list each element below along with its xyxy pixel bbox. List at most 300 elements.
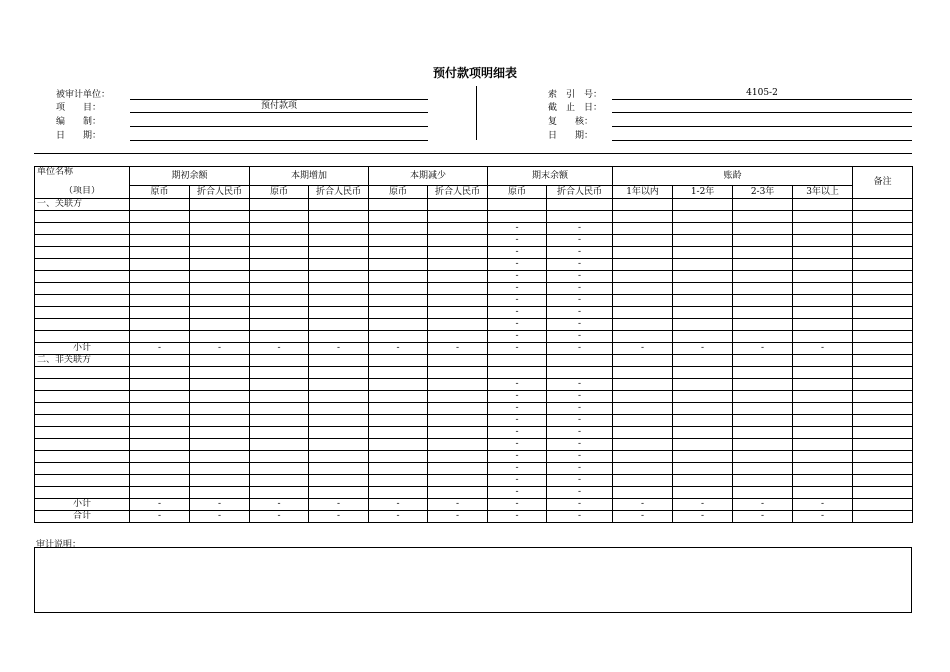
table-cell	[369, 487, 428, 499]
table-cell	[733, 247, 793, 259]
dash-cell: -	[428, 499, 488, 511]
table-row	[35, 403, 913, 415]
table-cell	[250, 487, 309, 499]
table-cell	[673, 223, 733, 235]
audit-notes-label: 审计说明：	[36, 540, 82, 550]
table-row	[35, 439, 913, 451]
group-header-increase: 本期增加	[250, 167, 369, 186]
table-cell	[673, 439, 733, 451]
table-cell	[613, 235, 673, 247]
table-cell	[369, 235, 428, 247]
table-cell	[428, 427, 488, 439]
table-cell	[733, 451, 793, 463]
table-cell	[673, 283, 733, 295]
table-cell	[793, 223, 853, 235]
table-cell	[733, 295, 793, 307]
item-cell	[35, 331, 130, 343]
table-cell	[733, 415, 793, 427]
dash-cell: -	[488, 427, 547, 439]
table-cell	[369, 319, 428, 331]
dash-cell: -	[488, 307, 547, 319]
table-cell	[853, 307, 913, 319]
table-cell	[853, 355, 913, 367]
subcol-header: 折合人民币	[190, 186, 250, 199]
table-cell	[309, 403, 369, 415]
item-header: （项目）	[35, 186, 130, 199]
table-cell	[190, 451, 250, 463]
item-cell	[35, 403, 130, 415]
table-cell	[853, 367, 913, 379]
table-cell	[130, 391, 190, 403]
table-cell	[793, 199, 853, 211]
table-cell	[613, 379, 673, 391]
table-row	[35, 247, 913, 259]
table-cell	[190, 247, 250, 259]
subcol-header: 1年以内	[613, 186, 673, 199]
table-cell	[853, 295, 913, 307]
table-cell	[793, 427, 853, 439]
table-cell	[369, 295, 428, 307]
table-cell	[733, 283, 793, 295]
dash-cell: -	[488, 331, 547, 343]
table-cell	[130, 271, 190, 283]
project-label: 项 目：	[56, 103, 102, 113]
table-cell	[369, 475, 428, 487]
table-cell	[130, 475, 190, 487]
table-cell	[613, 271, 673, 283]
table-cell	[613, 223, 673, 235]
table-cell	[673, 235, 733, 247]
dash-cell: -	[190, 511, 250, 523]
table-cell	[673, 199, 733, 211]
dash-cell: -	[488, 463, 547, 475]
table-cell	[428, 295, 488, 307]
table-cell	[190, 211, 250, 223]
table-cell	[853, 451, 913, 463]
table-cell	[130, 259, 190, 271]
dash-cell: -	[547, 499, 613, 511]
table-cell	[130, 331, 190, 343]
dash-cell: -	[673, 343, 733, 355]
index-no-label: 索 引 号：	[548, 90, 603, 100]
table-cell	[853, 427, 913, 439]
item-cell	[35, 211, 130, 223]
table-cell	[130, 379, 190, 391]
item-cell	[35, 283, 130, 295]
table-row	[35, 475, 913, 487]
dash-cell: -	[369, 499, 428, 511]
table-cell	[190, 199, 250, 211]
table-cell	[369, 247, 428, 259]
subcol-header: 原币	[250, 186, 309, 199]
subcol-header: 2-3年	[733, 186, 793, 199]
table-cell	[733, 379, 793, 391]
dash-cell: -	[793, 499, 853, 511]
table-cell	[309, 439, 369, 451]
table-cell	[613, 319, 673, 331]
table-cell	[130, 319, 190, 331]
table-cell	[733, 259, 793, 271]
table-cell	[793, 319, 853, 331]
table-cell	[190, 403, 250, 415]
table-cell	[309, 463, 369, 475]
table-cell	[369, 199, 428, 211]
table-cell	[309, 307, 369, 319]
table-cell	[547, 367, 613, 379]
dash-cell: -	[547, 403, 613, 415]
dash-cell: -	[547, 415, 613, 427]
table-cell	[673, 295, 733, 307]
table-cell	[793, 259, 853, 271]
table-cell	[190, 307, 250, 319]
table-cell	[369, 379, 428, 391]
header-cutoff	[548, 100, 912, 114]
table-cell	[547, 355, 613, 367]
table-cell	[190, 379, 250, 391]
table-cell	[733, 427, 793, 439]
table-cell	[673, 427, 733, 439]
table-cell	[130, 463, 190, 475]
table-cell	[793, 487, 853, 499]
table-cell	[793, 331, 853, 343]
table-cell	[130, 307, 190, 319]
table-cell	[613, 451, 673, 463]
table-cell	[613, 487, 673, 499]
table-cell	[309, 271, 369, 283]
dash-cell: -	[547, 463, 613, 475]
subcol-header: 折合人民币	[428, 186, 488, 199]
dash-cell: -	[673, 511, 733, 523]
table-cell	[793, 355, 853, 367]
table-cell	[250, 475, 309, 487]
table-cell	[673, 451, 733, 463]
table-cell	[309, 319, 369, 331]
table-cell	[428, 379, 488, 391]
table-cell	[250, 247, 309, 259]
report-title: 预付款项明细表	[432, 66, 517, 80]
audit-notes-box[interactable]	[34, 547, 912, 613]
dash-cell: -	[488, 283, 547, 295]
table-cell	[673, 379, 733, 391]
dash-cell: -	[190, 499, 250, 511]
table-cell	[673, 403, 733, 415]
dash-cell: -	[547, 271, 613, 283]
dash-cell: -	[488, 451, 547, 463]
table-cell	[613, 391, 673, 403]
header-date-left	[56, 128, 428, 142]
subcol-header: 折合人民币	[547, 186, 613, 199]
table-cell	[673, 307, 733, 319]
table-cell	[309, 295, 369, 307]
section-row	[35, 355, 913, 367]
table-cell	[733, 367, 793, 379]
group-header-decrease: 本期减少	[369, 167, 488, 186]
item-cell	[35, 223, 130, 235]
dash-cell: -	[547, 451, 613, 463]
table-row	[35, 331, 913, 343]
table-cell	[250, 331, 309, 343]
table-cell	[733, 199, 793, 211]
detail-table	[34, 166, 913, 523]
table-cell	[190, 283, 250, 295]
table-cell	[613, 295, 673, 307]
table-cell	[190, 439, 250, 451]
dash-cell: -	[547, 247, 613, 259]
table-cell	[190, 415, 250, 427]
table-cell	[793, 271, 853, 283]
table-cell	[190, 319, 250, 331]
dash-cell: -	[488, 391, 547, 403]
dash-cell: -	[488, 319, 547, 331]
dash-cell: -	[547, 259, 613, 271]
table-cell	[793, 295, 853, 307]
dash-cell: -	[547, 427, 613, 439]
table-cell	[428, 331, 488, 343]
table-cell	[853, 511, 913, 523]
subtotal-row-label: 小计	[35, 499, 130, 511]
table-cell	[613, 439, 673, 451]
group-header-aging: 账龄	[613, 167, 853, 186]
table-cell	[733, 307, 793, 319]
subcol-header: 3年以上	[793, 186, 853, 199]
dash-cell: -	[733, 343, 793, 355]
table-cell	[369, 367, 428, 379]
table-cell	[853, 343, 913, 355]
table-cell	[250, 403, 309, 415]
table-cell	[130, 355, 190, 367]
table-cell	[309, 235, 369, 247]
subtotal-row-label: 小计	[35, 343, 130, 355]
dash-cell: -	[309, 343, 369, 355]
dash-cell: -	[369, 343, 428, 355]
dash-cell: -	[547, 331, 613, 343]
table-cell	[733, 319, 793, 331]
table-cell	[428, 439, 488, 451]
table-cell	[853, 499, 913, 511]
header-index-no	[548, 87, 912, 101]
dash-cell: -	[547, 343, 613, 355]
table-row	[35, 283, 913, 295]
table-cell	[250, 271, 309, 283]
table-cell	[309, 487, 369, 499]
cutoff-field[interactable]	[612, 100, 912, 113]
table-cell	[853, 487, 913, 499]
table-cell	[613, 475, 673, 487]
dash-cell: -	[488, 271, 547, 283]
header-reviewer	[548, 114, 912, 128]
dash-cell: -	[547, 295, 613, 307]
table-cell	[853, 319, 913, 331]
dash-cell: -	[488, 487, 547, 499]
dash-cell: -	[488, 259, 547, 271]
subcol-header: 1-2年	[673, 186, 733, 199]
table-cell	[428, 403, 488, 415]
item-cell	[35, 295, 130, 307]
table-cell	[428, 391, 488, 403]
item-cell	[35, 367, 130, 379]
date-left-field[interactable]	[130, 128, 428, 141]
index-no-field[interactable]: 4105-2	[612, 87, 912, 100]
table-cell	[369, 211, 428, 223]
table-cell	[613, 463, 673, 475]
table-cell	[250, 379, 309, 391]
table-cell	[309, 211, 369, 223]
table-cell	[673, 319, 733, 331]
table-cell	[673, 475, 733, 487]
table-cell	[428, 211, 488, 223]
reviewer-label: 复 核：	[548, 117, 594, 127]
table-row	[35, 391, 913, 403]
table-cell	[250, 235, 309, 247]
table-cell	[369, 283, 428, 295]
table-cell	[853, 415, 913, 427]
table-cell	[793, 391, 853, 403]
table-cell	[733, 475, 793, 487]
table-cell	[793, 463, 853, 475]
dash-cell: -	[369, 511, 428, 523]
table-cell	[190, 463, 250, 475]
table-cell	[190, 427, 250, 439]
subcol-header: 原币	[488, 186, 547, 199]
table-row	[35, 487, 913, 499]
dash-cell: -	[793, 343, 853, 355]
table-cell	[369, 463, 428, 475]
table-cell	[190, 391, 250, 403]
table-cell	[853, 439, 913, 451]
item-cell	[35, 379, 130, 391]
table-cell	[673, 355, 733, 367]
table-cell	[488, 367, 547, 379]
dash-cell: -	[488, 511, 547, 523]
dash-cell: -	[488, 415, 547, 427]
table-cell	[130, 283, 190, 295]
table-cell	[428, 223, 488, 235]
table-cell	[369, 331, 428, 343]
dash-cell: -	[793, 511, 853, 523]
table-cell	[488, 355, 547, 367]
header-project	[56, 100, 428, 114]
table-cell	[309, 247, 369, 259]
table-cell	[673, 463, 733, 475]
header-separator	[34, 153, 912, 154]
dash-cell: -	[488, 223, 547, 235]
table-cell	[309, 259, 369, 271]
table-cell	[793, 307, 853, 319]
table-cell	[793, 379, 853, 391]
dash-cell: -	[613, 499, 673, 511]
date-right-field[interactable]	[612, 128, 912, 141]
table-cell	[369, 415, 428, 427]
table-cell	[793, 451, 853, 463]
table-cell	[309, 391, 369, 403]
table-cell	[613, 247, 673, 259]
dash-cell: -	[673, 499, 733, 511]
dash-cell: -	[547, 439, 613, 451]
table-cell	[130, 451, 190, 463]
table-cell	[793, 211, 853, 223]
table-cell	[613, 331, 673, 343]
dash-cell: -	[488, 499, 547, 511]
prepared-by-field[interactable]	[130, 114, 428, 127]
table-cell	[613, 283, 673, 295]
table-row	[35, 451, 913, 463]
table-cell	[673, 415, 733, 427]
table-cell	[733, 487, 793, 499]
table-cell	[369, 403, 428, 415]
table-cell	[613, 403, 673, 415]
subcol-header: 折合人民币	[309, 186, 369, 199]
table-cell	[853, 331, 913, 343]
dash-cell: -	[488, 439, 547, 451]
table-cell	[309, 223, 369, 235]
table-cell	[250, 427, 309, 439]
project-field[interactable]: 预付款项	[130, 100, 428, 113]
dash-cell: -	[130, 511, 190, 523]
cutoff-label: 截 止 日：	[548, 103, 603, 113]
table-cell	[733, 331, 793, 343]
table-cell	[733, 211, 793, 223]
section-row	[35, 199, 913, 211]
table-row	[35, 271, 913, 283]
item-cell	[35, 427, 130, 439]
table-row	[35, 307, 913, 319]
table-cell	[369, 259, 428, 271]
remark-header: 备注	[853, 167, 913, 199]
table-cell	[673, 487, 733, 499]
table-cell	[428, 355, 488, 367]
table-cell	[250, 199, 309, 211]
table-cell	[369, 307, 428, 319]
auditee-field[interactable]	[130, 87, 428, 100]
dash-cell: -	[547, 487, 613, 499]
table-cell	[309, 475, 369, 487]
dash-cell: -	[733, 499, 793, 511]
table-cell	[190, 355, 250, 367]
dash-cell: -	[130, 499, 190, 511]
table-cell	[309, 283, 369, 295]
reviewer-field[interactable]	[612, 114, 912, 127]
dash-cell: -	[488, 235, 547, 247]
table-cell	[250, 307, 309, 319]
table-cell	[309, 415, 369, 427]
table-cell	[793, 415, 853, 427]
table-cell	[309, 367, 369, 379]
table-cell	[673, 271, 733, 283]
subcol-header: 原币	[369, 186, 428, 199]
table-cell	[428, 487, 488, 499]
table-cell	[130, 211, 190, 223]
table-cell	[250, 283, 309, 295]
table-cell	[853, 475, 913, 487]
table-row	[35, 223, 913, 235]
table-cell	[190, 487, 250, 499]
table-cell	[428, 283, 488, 295]
table-cell	[613, 211, 673, 223]
table-cell	[613, 259, 673, 271]
table-cell	[190, 475, 250, 487]
table-cell	[309, 355, 369, 367]
table-cell	[190, 367, 250, 379]
table-subheader-row	[35, 186, 913, 199]
table-cell	[250, 451, 309, 463]
subtotal-row	[35, 343, 913, 355]
date-right-label: 日 期：	[548, 131, 594, 141]
table-row	[35, 295, 913, 307]
total-row	[35, 511, 913, 523]
item-cell	[35, 463, 130, 475]
dash-cell: -	[250, 511, 309, 523]
dash-cell: -	[488, 247, 547, 259]
